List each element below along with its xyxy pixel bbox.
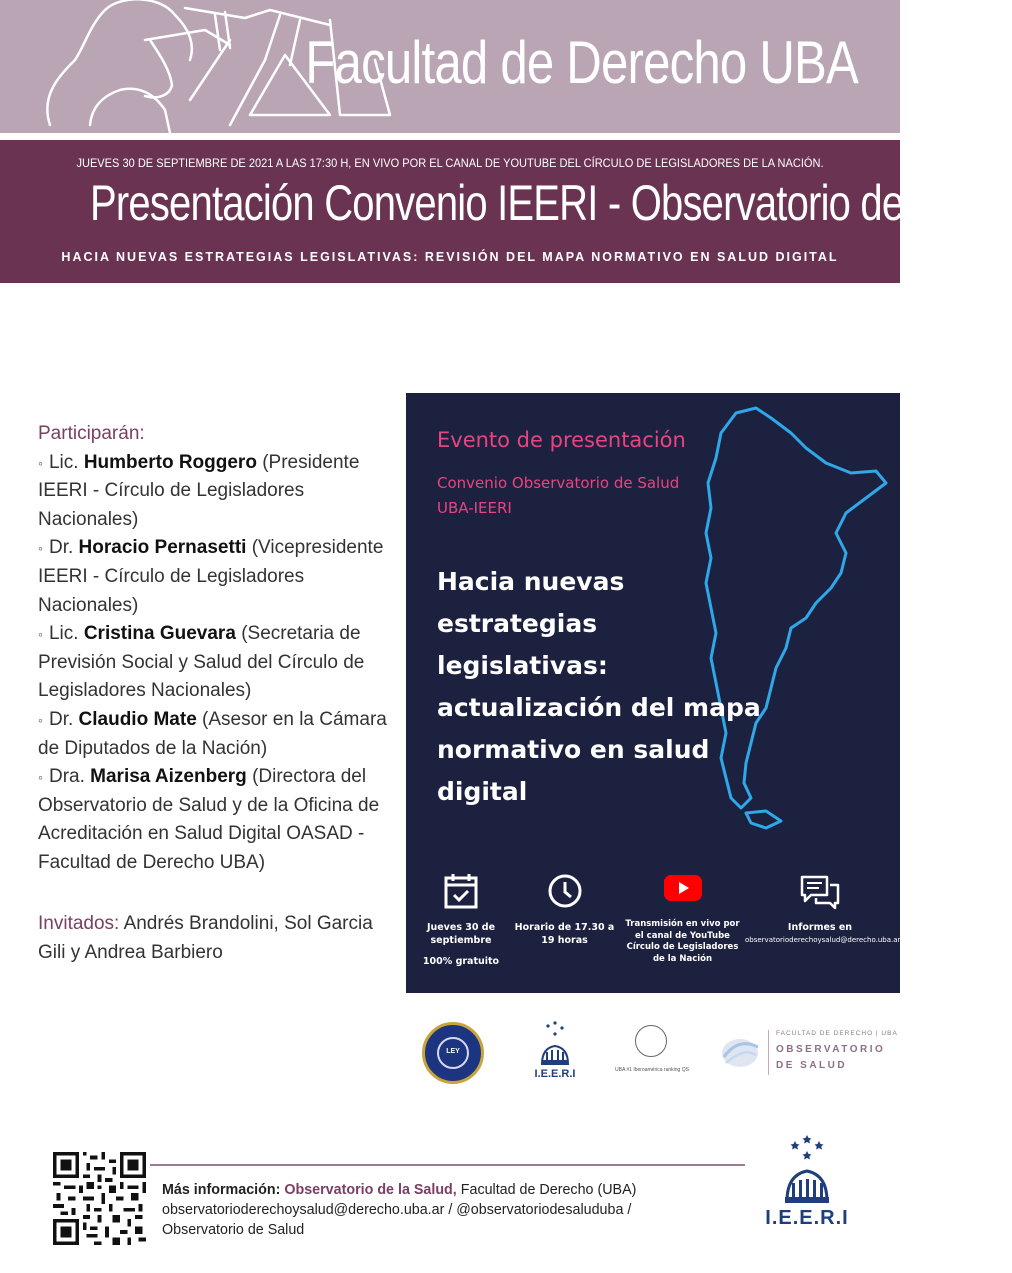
footer-obs-short: Observatorio de Salud: [162, 1222, 305, 1238]
info-date: [420, 873, 502, 968]
faculty-title: Facultad de Derecho UBA: [305, 29, 858, 96]
more-info-label: Más información:: [162, 1182, 281, 1198]
participant-name: Humberto Roggero: [83, 451, 257, 473]
footer-faculty: Facultad de Derecho (UBA): [456, 1182, 637, 1198]
chat-bubbles-icon: [799, 873, 841, 911]
participant-title: Dr.: [48, 537, 74, 559]
obs-logo-small-text: FACULTAD DE DERECHO | UBA: [776, 1030, 898, 1037]
event-title: Presentación Convenio IEERI - Observatorio de Salud: [90, 175, 1012, 231]
info-date-line2: septiembre: [430, 935, 492, 946]
event-subtitle: HACIA NUEVAS ESTRATEGIAS LEGISLATIVAS: REVISIÓN DEL MAPA NORMATIVO EN SALUD DIGITAL: [61, 250, 839, 264]
participants-label: Participarán:: [38, 423, 145, 444]
participant-title: Lic.: [48, 623, 79, 645]
participant-role: (Asesor en la Cámara de Diputados de la Nación): [38, 708, 387, 759]
top-banner: [0, 0, 900, 133]
guests-names: Andrés Brandolini, Sol Garcia Gili y Andrea Barbiero: [38, 913, 373, 963]
info-contact-email[interactable]: observatorioderechoysalud@derecho.uba.ar: [745, 936, 901, 944]
participant-role: (Secretaria de Previsión Social y Salud del Círculo de Legisladores Nacionales): [38, 623, 365, 702]
info-stream-line2: el canal de YouTube: [635, 930, 730, 941]
obs-logo-line2: DE SALUD: [776, 1060, 848, 1071]
info-contact: [745, 873, 901, 947]
participant-title: Dr.: [48, 708, 74, 730]
observatorio-swirl-icon: [718, 1033, 763, 1073]
promo-card: [406, 393, 900, 993]
ieeri-large-text: I.E.E.R.I: [765, 1207, 849, 1229]
ieeri-small-logo: [520, 1020, 590, 1086]
info-stream-line3: Círculo de Legisladores: [626, 942, 739, 952]
participant-item: [38, 763, 388, 877]
participant-role: (Directora del Observatorio de Salud y de la Oficina de Acreditación en Salud Digital OASAD - Facultad de Derecho UBA): [38, 766, 380, 873]
promo-agreement: Convenio Observatorio de Salud UBA-IEERI: [437, 474, 680, 517]
info-time: [512, 873, 617, 947]
participant-item: [38, 620, 388, 706]
participant-name: Horacio Pernasetti: [78, 537, 247, 559]
uba-caption: UBA #1 Iberoamérica ranking QS: [615, 1067, 689, 1073]
footer-obs-name[interactable]: Observatorio de la Salud,: [284, 1182, 457, 1198]
info-stream-line4: de la Nación: [652, 953, 713, 964]
guests-section: [38, 909, 388, 967]
participants-section: [38, 420, 388, 878]
participant-role: (Presidente IEERI - Círculo de Legisladores Nacionales): [38, 451, 360, 530]
ieeri-small-text: I.E.E.R.I: [534, 1068, 576, 1080]
seal-center-text: LEY: [446, 1048, 460, 1055]
promo-headline: Hacia nuevas estrategias legislativas: actualización del mapa normativo en salud digital: [437, 567, 761, 806]
footer-info: [162, 1180, 662, 1240]
event-info-row: [420, 873, 901, 983]
participant-title: Lic.: [48, 451, 79, 473]
participant-role: (Vicepresidente IEERI - Círculo de Legisladores Nacionales): [38, 537, 384, 616]
uba-logo: [615, 1025, 689, 1080]
uba-seal-icon: [635, 1025, 667, 1057]
bullet-icon: ◦: [38, 454, 43, 471]
info-contact-label: Informes en: [787, 922, 853, 933]
circulo-legisladores-seal-logo: [422, 1022, 484, 1084]
date-line: JUEVES 30 DE SEPTIEMBRE DE 2021 A LAS 17:30 H, EN VIVO POR EL CANAL DE YOUTUBE DEL CÍRCULO DE LEGISLADORES DE LA NACIÓN.: [76, 156, 824, 170]
footer-contacts[interactable]: observatorioderechoysalud@derecho.uba.ar / @observatoriodesaluduba /: [162, 1202, 632, 1218]
info-time-line2: 19 horas: [541, 935, 588, 946]
logos-row: [420, 1020, 900, 1090]
participant-name: Claudio Mate: [78, 708, 197, 730]
observatorio-salud-logo: [718, 1025, 898, 1080]
info-stream: [625, 873, 740, 965]
youtube-icon: [663, 873, 703, 903]
bullet-icon: ◦: [38, 626, 43, 643]
footer-divider: [150, 1164, 745, 1166]
ieeri-large-logo: [757, 1133, 857, 1238]
participant-item: [38, 449, 388, 535]
clock-icon: [547, 873, 583, 909]
bullet-icon: ◦: [38, 711, 43, 728]
qr-code-icon[interactable]: [53, 1152, 146, 1245]
logo-divider: [768, 1030, 769, 1075]
bullet-icon: ◦: [38, 769, 43, 786]
event-header: [0, 140, 1012, 283]
ieeri-dome-icon: [520, 1020, 590, 1068]
participant-name: Cristina Guevara: [83, 623, 236, 645]
participant-item: [38, 706, 388, 763]
bullet-icon: ◦: [38, 540, 43, 557]
promo-event-label: Evento de presentación: [437, 428, 686, 452]
guests-label: Invitados:: [38, 913, 120, 934]
participant-item: [38, 534, 388, 620]
participant-title: Dra.: [48, 766, 85, 788]
obs-logo-line1: OBSERVATORIO: [776, 1044, 886, 1055]
ieeri-dome-large-icon: [757, 1133, 857, 1207]
footer-line1: [162, 1180, 662, 1200]
info-free: 100% gratuito: [422, 956, 500, 967]
info-stream-line1: Transmisión en vivo por: [625, 919, 740, 929]
info-time-line1: Horario de 17.30 a: [514, 922, 615, 933]
calendar-check-icon: [444, 873, 478, 909]
info-date-line1: Jueves 30 de: [426, 922, 496, 933]
obs-logo-big-text: [776, 1042, 885, 1074]
participant-name: Marisa Aizenberg: [90, 766, 247, 788]
